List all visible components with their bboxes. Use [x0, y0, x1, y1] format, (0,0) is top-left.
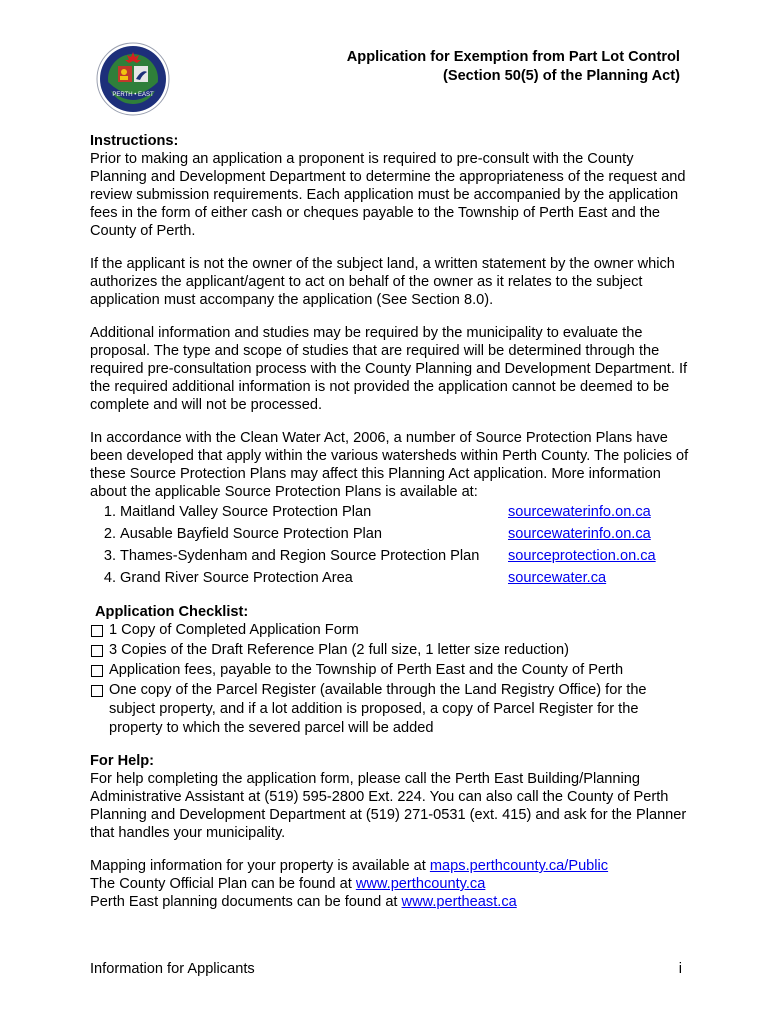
instructions-paragraph-3: Additional information and studies may be required by the municipality to evaluate the proposal. The type and scope of studies that are required will be determined through the required pre-consultation process with the County Planning and Development Department. If the required additional information is not provided the application cannot be deemed to be complete and will not be processed.: [90, 325, 688, 413]
mapping-text: Mapping information for your property is available at: [90, 858, 430, 874]
list-number: 3.: [103, 548, 116, 564]
plan-name: Ausable Bayfield Source Protection Plan: [120, 526, 383, 542]
source-protection-list: [90, 501, 690, 589]
perth-east-logo: [96, 42, 170, 116]
title-line-1: Application for Exemption from Part Lot Control: [346, 49, 680, 65]
instructions-paragraph-2: If the applicant is not the owner of the subject land, a written statement by the owner which authorizes the applicant/agent to act on behalf of the owner as it relates to the subject application must accompany the application (See Section 8.0).: [90, 256, 675, 308]
instructions-paragraph-1: Prior to making an application a proponent is required to pre-consult with the County Planning and Development Department to determine the appropriateness of the request and review submission requirements. Each application must be accompanied by the application fees in the form of either cash or cheques payable to the Township of Perth East and the County of Perth.: [90, 151, 686, 239]
perth-east-line: [90, 893, 690, 911]
plan-link[interactable]: sourceprotection.on.ca: [508, 548, 656, 564]
plan-name: Maitland Valley Source Protection Plan: [120, 504, 372, 520]
list-number: 4.: [103, 570, 116, 586]
official-plan-link[interactable]: www.perthcounty.ca: [355, 876, 486, 892]
checkbox[interactable]: [91, 625, 103, 637]
mapping-line: [90, 857, 690, 875]
plan-link[interactable]: sourcewaterinfo.on.ca: [508, 526, 651, 542]
perth-east-link[interactable]: www.pertheast.ca: [401, 894, 517, 910]
list-item: [90, 545, 690, 567]
checklist-heading: Application Checklist:: [95, 604, 249, 620]
checklist-item: [90, 681, 690, 738]
checkbox[interactable]: [91, 645, 103, 657]
plan-link[interactable]: sourcewater.ca: [508, 570, 607, 586]
plan-link[interactable]: sourcewaterinfo.on.ca: [508, 504, 651, 520]
page-footer: [90, 960, 682, 978]
help-heading: For Help:: [90, 753, 155, 769]
checklist-item: [90, 621, 690, 640]
checklist-item: [90, 661, 690, 680]
perth-east-text: Perth East planning documents can be found at: [90, 894, 402, 910]
plan-name: Grand River Source Protection Area: [120, 570, 353, 586]
main-content: [90, 132, 690, 911]
checklist-item-label: One copy of the Parcel Register (available through the Land Registry Office) for the subject property, and if a lot addition is proposed, a copy of Parcel Register for the property to which the severed parcel will be added: [109, 682, 647, 736]
checklist-item-label: Application fees, payable to the Township of Perth East and the County of Perth: [109, 662, 624, 678]
list-item: [90, 567, 690, 589]
instructions-heading: Instructions:: [90, 133, 179, 149]
logo-text: PERTH • EAST: [112, 92, 154, 98]
checklist-item-label: 1 Copy of Completed Application Form: [109, 622, 359, 638]
official-plan-text: The County Official Plan can be found at: [90, 876, 356, 892]
help-paragraph: For help completing the application form, please call the Perth East Building/Planning Administrative Assistant at (519) 595-2800 Ext. 224. You can also call the County of Perth Planning and Development Department at (519) 271-0531 (ext. 415) and ask for the Planner that handles your municipality.: [90, 771, 687, 841]
mapping-link[interactable]: maps.perthcounty.ca/Public: [429, 858, 609, 874]
plan-name: Thames-Sydenham and Region Source Protection Plan: [120, 548, 480, 564]
list-item: [90, 523, 690, 545]
page-number: i: [678, 961, 682, 977]
checklist-item-label: 3 Copies of the Draft Reference Plan (2 full size, 1 letter size reduction): [109, 642, 569, 658]
checkbox[interactable]: [91, 685, 103, 697]
perth-east-crest-icon: [96, 42, 170, 116]
list-item: [90, 501, 690, 523]
list-number: 1.: [103, 504, 116, 520]
page-title: [300, 48, 680, 86]
checklist-item: [90, 641, 690, 660]
instructions-paragraph-4: In accordance with the Clean Water Act, 2006, a number of Source Protection Plans have been developed that apply within the various watersheds within Perth County. The policies of these Source Protection Plans may affect this Planning Act application. More information about the applicable Source Protection Plans is available at:: [90, 430, 689, 500]
list-number: 2.: [103, 526, 116, 542]
official-plan-line: [90, 875, 690, 893]
title-line-2: (Section 50(5) of the Planning Act): [442, 68, 680, 84]
application-checklist: [90, 621, 690, 738]
checkbox[interactable]: [91, 665, 103, 677]
footer-label: Information for Applicants: [90, 961, 255, 977]
